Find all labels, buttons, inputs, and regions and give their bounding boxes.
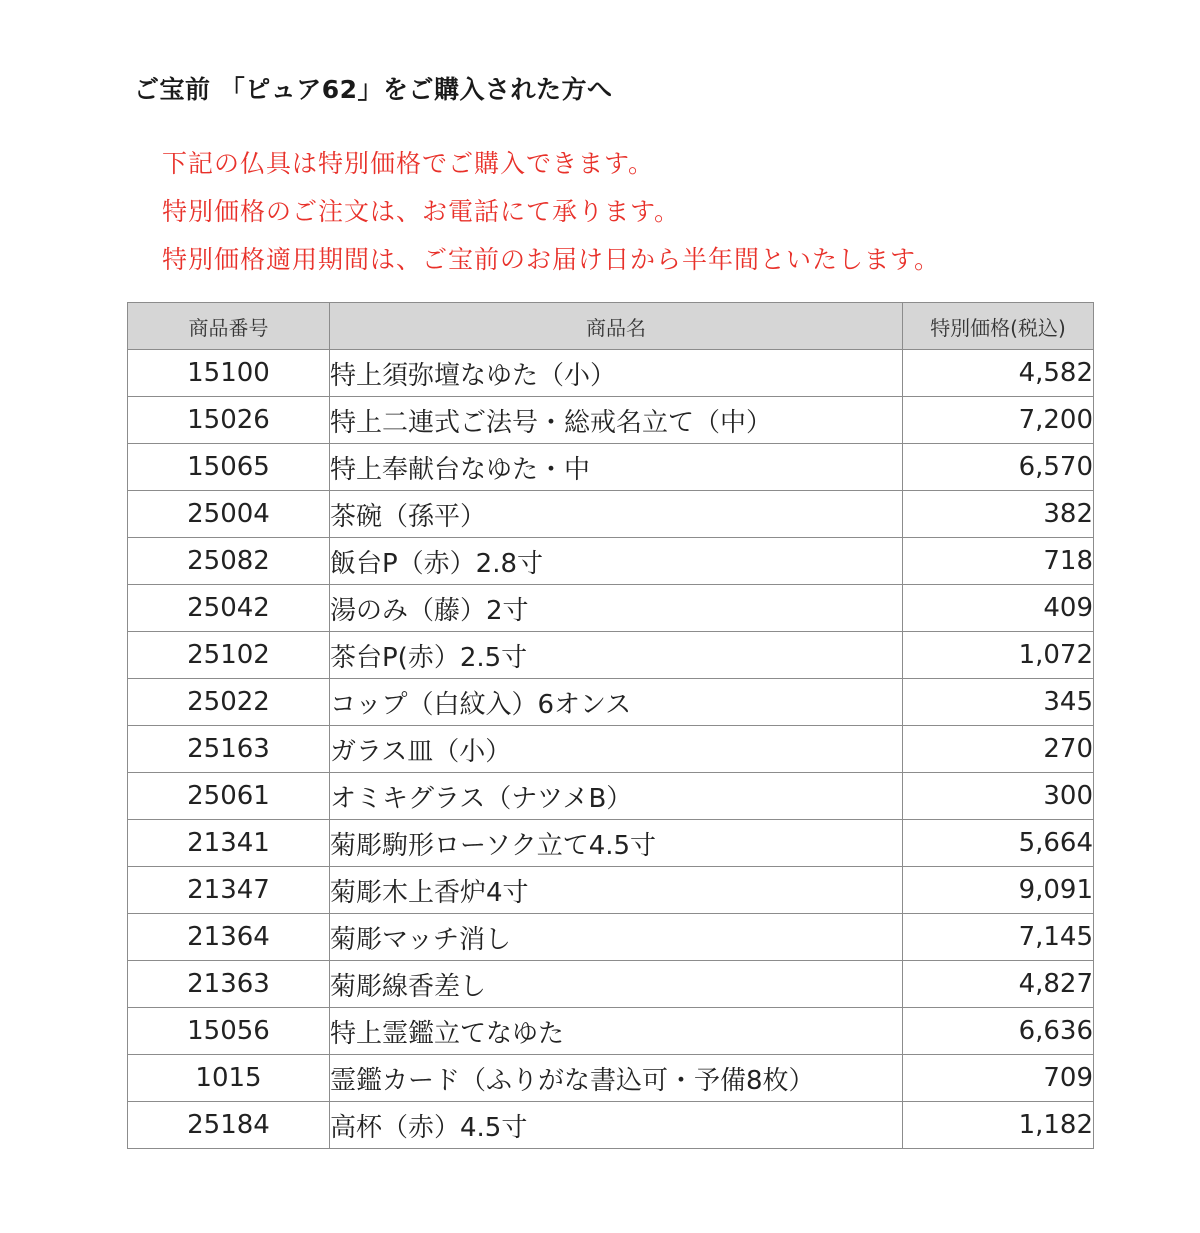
- product-code-cell: 25042: [128, 585, 330, 632]
- product-code-cell: 25102: [128, 632, 330, 679]
- table-row: [128, 350, 1094, 397]
- product-code-cell: 1015: [128, 1055, 330, 1102]
- price-cell: 409: [903, 585, 1094, 632]
- table-row: [128, 1008, 1094, 1055]
- product-name-cell: コップ（白紋入）6オンス: [330, 679, 903, 726]
- product-name-cell: 茶碗（孫平）: [330, 491, 903, 538]
- product-name-cell: 湯のみ（藤）2寸: [330, 585, 903, 632]
- price-cell: 382: [903, 491, 1094, 538]
- price-cell: 5,664: [903, 820, 1094, 867]
- table-row: [128, 444, 1094, 491]
- product-name-cell: 茶台P(赤）2.5寸: [330, 632, 903, 679]
- product-name-cell: 霊鑑カード（ふりがな書込可・予備8枚）: [330, 1055, 903, 1102]
- product-name-cell: 特上霊鑑立てなゆた: [330, 1008, 903, 1055]
- product-code-cell: 15065: [128, 444, 330, 491]
- notice-list: [162, 140, 940, 284]
- product-name-cell: 菊彫木上香炉4寸: [330, 867, 903, 914]
- product-name-cell: 特上奉献台なゆた・中: [330, 444, 903, 491]
- page-title: ご宝前 「ピュア62」をご購入された方へ: [134, 75, 613, 104]
- table-row: [128, 491, 1094, 538]
- product-code-cell: 25163: [128, 726, 330, 773]
- product-code-cell: 15056: [128, 1008, 330, 1055]
- price-table: [127, 302, 1094, 1149]
- table-row: [128, 773, 1094, 820]
- product-code-cell: 15026: [128, 397, 330, 444]
- table-row: [128, 397, 1094, 444]
- price-cell: 6,636: [903, 1008, 1094, 1055]
- product-name-cell: 飯台P（赤）2.8寸: [330, 538, 903, 585]
- product-code-cell: 21347: [128, 867, 330, 914]
- product-name-cell: ガラス皿（小）: [330, 726, 903, 773]
- price-cell: 6,570: [903, 444, 1094, 491]
- product-name-cell: オミキグラス（ナツメB）: [330, 773, 903, 820]
- price-cell: 9,091: [903, 867, 1094, 914]
- table-row: [128, 820, 1094, 867]
- table-row: [128, 914, 1094, 961]
- product-name-cell: 菊彫線香差し: [330, 961, 903, 1008]
- price-cell: 4,582: [903, 350, 1094, 397]
- table-row: [128, 632, 1094, 679]
- price-cell: 1,182: [903, 1102, 1094, 1149]
- table-row: [128, 585, 1094, 632]
- header-product-code: 商品番号: [128, 303, 330, 350]
- product-name-cell: 菊彫駒形ローソク立て4.5寸: [330, 820, 903, 867]
- product-name-cell: 菊彫マッチ消し: [330, 914, 903, 961]
- product-name-cell: 特上須弥壇なゆた（小）: [330, 350, 903, 397]
- product-code-cell: 25022: [128, 679, 330, 726]
- product-name-cell: 特上二連式ご法号・総戒名立て（中）: [330, 397, 903, 444]
- product-code-cell: 25184: [128, 1102, 330, 1149]
- table-row: [128, 679, 1094, 726]
- price-cell: 709: [903, 1055, 1094, 1102]
- product-code-cell: 25004: [128, 491, 330, 538]
- table-header-row: [128, 303, 1094, 350]
- product-code-cell: 25061: [128, 773, 330, 820]
- table-row: [128, 538, 1094, 585]
- price-cell: 345: [903, 679, 1094, 726]
- header-special-price: 特別価格(税込): [903, 303, 1094, 350]
- notice-line: 下記の仏具は特別価格でご購入できます。: [162, 149, 655, 178]
- price-cell: 718: [903, 538, 1094, 585]
- price-cell: 1,072: [903, 632, 1094, 679]
- product-code-cell: 15100: [128, 350, 330, 397]
- notice-line: 特別価格のご注文は、お電話にて承ります。: [162, 197, 681, 226]
- price-cell: 7,200: [903, 397, 1094, 444]
- product-name-cell: 高杯（赤）4.5寸: [330, 1102, 903, 1149]
- table-row: [128, 1102, 1094, 1149]
- price-cell: 270: [903, 726, 1094, 773]
- price-cell: 4,827: [903, 961, 1094, 1008]
- header-product-name: 商品名: [330, 303, 903, 350]
- product-code-cell: 21341: [128, 820, 330, 867]
- table-row: [128, 867, 1094, 914]
- table-row: [128, 961, 1094, 1008]
- notice-line: 特別価格適用期間は、ご宝前のお届け日から半年間といたします。: [162, 245, 941, 274]
- table-row: [128, 726, 1094, 773]
- table-row: [128, 1055, 1094, 1102]
- price-cell: 7,145: [903, 914, 1094, 961]
- product-code-cell: 21364: [128, 914, 330, 961]
- price-cell: 300: [903, 773, 1094, 820]
- product-code-cell: 21363: [128, 961, 330, 1008]
- product-code-cell: 25082: [128, 538, 330, 585]
